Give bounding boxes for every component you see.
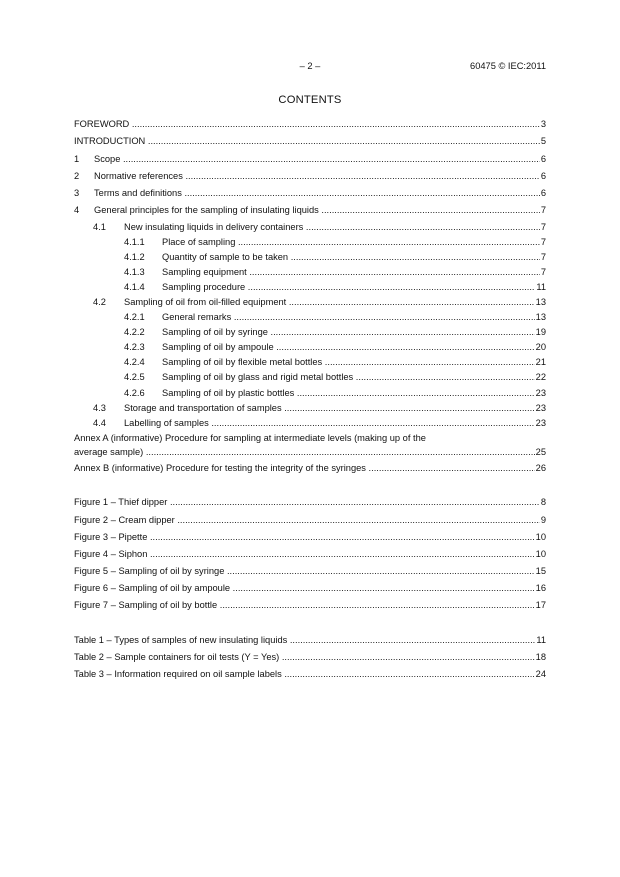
toc-entry-4-1-1[interactable]: 4.1.1 Place of sampling ..... 7 [74, 236, 546, 250]
figure-entry[interactable]: Figure 6 – Sampling of oil by ampoule ..... 16 [74, 582, 546, 596]
toc-entry-annex-b[interactable]: Annex B (informative) Procedure for testing the integrity of the syringes ..... 26 [74, 462, 546, 476]
toc-entry-annex-a[interactable]: average sample) ..... 25 [74, 446, 546, 460]
toc-entry-4-2-2[interactable]: 4.2.2 Sampling of oil by syringe ..... 19 [74, 326, 546, 340]
toc-entry-general-principles[interactable]: 4 General principles for the sampling of insulating liquids ..... 7 [74, 204, 546, 218]
page-header [74, 61, 546, 75]
toc-entry-4-2-4[interactable]: 4.2.4 Sampling of oil by flexible metal bottles ..... 21 [74, 356, 546, 370]
toc-entry-4-2-1[interactable]: 4.2.1 General remarks ..... 13 [74, 311, 546, 325]
toc-entry-4-2-6[interactable]: 4.2.6 Sampling of oil by plastic bottles ..... 23 [74, 387, 546, 401]
figure-entry[interactable]: Figure 7 – Sampling of oil by bottle ..... 17 [74, 599, 546, 613]
contents-title: CONTENTS [278, 94, 342, 106]
table-entry[interactable]: Table 1 – Types of samples of new insulating liquids ..... 11 [74, 634, 546, 648]
table-entry[interactable]: Table 3 – Information required on oil sample labels ..... 24 [74, 668, 546, 682]
toc-entry-terms-definitions[interactable]: 3 Terms and definitions ..... 6 [74, 187, 546, 201]
toc-entry-4-1-2[interactable]: 4.1.2 Quantity of sample to be taken ..... 7 [74, 251, 546, 265]
toc-entry-4-3[interactable]: 4.3 Storage and transportation of samples ..... 23 [74, 402, 546, 416]
toc-entry-4-1[interactable]: 4.1 New insulating liquids in delivery containers ..... 7 [74, 221, 546, 235]
figure-entry[interactable]: Figure 2 – Cream dipper ..... 9 [74, 514, 546, 528]
toc-entry-4-2[interactable]: 4.2 Sampling of oil from oil-filled equipment ..... 13 [74, 296, 546, 310]
figure-entry[interactable]: Figure 5 – Sampling of oil by syringe ..... 15 [74, 565, 546, 579]
toc-entry-4-1-3[interactable]: 4.1.3 Sampling equipment ..... 7 [74, 266, 546, 280]
table-entry[interactable]: Table 2 – Sample containers for oil tests (Y = Yes) ..... 18 [74, 651, 546, 665]
toc-entry-4-4[interactable]: 4.4 Labelling of samples ..... 23 [74, 417, 546, 431]
figure-entry[interactable]: Figure 3 – Pipette ..... 10 [74, 531, 546, 545]
toc-entry-normative-references[interactable]: 2 Normative references ..... 6 [74, 170, 546, 184]
toc-entry-annex-a-line1[interactable]: Annex A (informative) Procedure for sampling at intermediate levels (making up of the [74, 433, 426, 443]
figure-entry[interactable]: Figure 4 – Siphon ..... 10 [74, 548, 546, 562]
toc-entry-4-2-3[interactable]: 4.2.3 Sampling of oil by ampoule ..... 20 [74, 341, 546, 355]
toc-entry-4-2-5[interactable]: 4.2.5 Sampling of oil by glass and rigid metal bottles ..... 22 [74, 371, 546, 385]
toc-entry-4-1-4[interactable]: 4.1.4 Sampling procedure ..... 11 [74, 281, 546, 295]
figure-entry[interactable]: Figure 1 – Thief dipper ..... 8 [74, 496, 546, 510]
toc-entry-scope[interactable]: 1 Scope ..... 6 [74, 153, 546, 167]
document-reference: 60475 © IEC:2011 [470, 61, 546, 71]
page-number: – 2 – [299, 61, 321, 71]
toc-entry-introduction[interactable]: INTRODUCTION ..... 5 [74, 135, 546, 149]
toc-entry-foreword[interactable]: FOREWORD ..... 3 [74, 118, 546, 132]
